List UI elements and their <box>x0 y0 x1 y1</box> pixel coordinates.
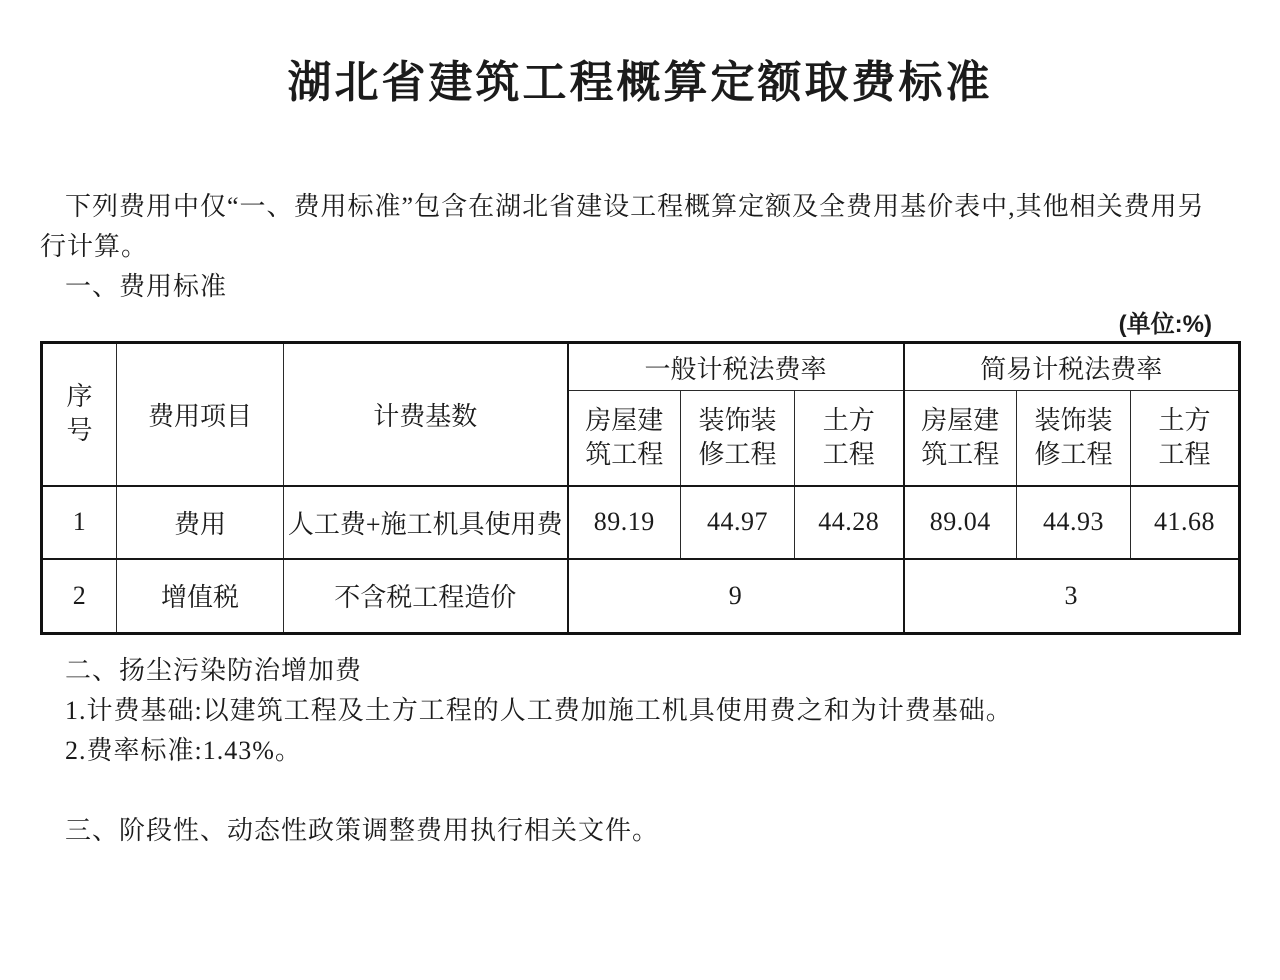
sub-header-simple-decoration <box>1017 391 1131 486</box>
cell-base: 不含税工程造价 <box>284 559 568 634</box>
intro-line-2: 行计算。 <box>40 232 149 261</box>
sub-header-line: 房屋建 <box>585 405 664 435</box>
sub-header-line: 修工程 <box>1034 439 1113 469</box>
seq-header-text <box>43 380 116 448</box>
cell-item: 增值税 <box>117 559 284 634</box>
sub-header-line: 修工程 <box>698 439 777 469</box>
value-cell-simple-merged: 3 <box>904 559 1240 634</box>
value-cell: 44.97 <box>681 486 795 559</box>
value-cell: 44.93 <box>1017 486 1131 559</box>
sub-header-simple-building <box>904 391 1017 486</box>
value-cell: 89.04 <box>904 486 1017 559</box>
cell-seq: 1 <box>42 486 117 559</box>
table-unit-label: (单位:%) <box>1118 311 1212 338</box>
value-cell-general-merged: 9 <box>568 559 904 634</box>
sub-header-line: 筑工程 <box>921 439 1000 469</box>
table-row-vat <box>42 559 1240 634</box>
value-cell: 44.28 <box>795 486 904 559</box>
sub-header-text <box>681 404 794 472</box>
section-2-item-2: 2.费率标准:1.43%。 <box>65 736 302 765</box>
sub-header-general-earthwork <box>795 391 904 486</box>
seq-header-line1: 序 <box>66 382 93 412</box>
cell-item: 费用 <box>117 486 284 559</box>
value-cell: 89.19 <box>568 486 681 559</box>
section-1-heading: 一、费用标准 <box>65 272 228 301</box>
sub-header-line: 装饰装 <box>1034 405 1113 435</box>
seq-header-line2: 号 <box>66 416 93 446</box>
cell-base: 人工费+施工机具使用费 <box>284 486 568 559</box>
sub-header-line: 土方 <box>1158 405 1211 435</box>
section-2-heading: 二、扬尘污染防治增加费 <box>65 656 363 685</box>
sub-header-text <box>1017 404 1130 472</box>
fee-standards-table <box>40 341 1241 635</box>
sub-header-line: 装饰装 <box>698 405 777 435</box>
sub-header-line: 筑工程 <box>585 439 664 469</box>
section-3-heading: 三、阶段性、动态性政策调整费用执行相关文件。 <box>65 816 660 845</box>
sub-header-text <box>795 404 903 472</box>
sub-header-text <box>1131 404 1238 472</box>
header-cell-item: 费用项目 <box>117 343 284 486</box>
sub-header-general-decoration <box>681 391 795 486</box>
sub-header-line: 土方 <box>822 405 875 435</box>
table-group-header-row <box>42 343 1240 391</box>
document-page <box>0 56 1280 851</box>
header-cell-base: 计费基数 <box>284 343 568 486</box>
sub-header-general-building <box>568 391 681 486</box>
intro-line-1: 下列费用中仅“一、费用标准”包含在湖北省建设工程概算定额及全费用基价表中,其他相关费用另 <box>65 192 1205 221</box>
group-header-general: 一般计税法费率 <box>568 343 904 391</box>
sub-header-line: 工程 <box>1158 439 1211 469</box>
sub-header-line: 房屋建 <box>921 405 1000 435</box>
value-cell: 41.68 <box>1131 486 1240 559</box>
section-2-item-1: 1.计费基础:以建筑工程及土方工程的人工费加施工机具使用费之和为计费基础。 <box>65 696 1013 725</box>
header-cell-seq <box>42 343 117 486</box>
cell-seq: 2 <box>42 559 117 634</box>
sub-header-line: 工程 <box>822 439 875 469</box>
table-row-fee <box>42 486 1240 559</box>
sub-header-text <box>569 404 681 472</box>
page-title: 湖北省建筑工程概算定额取费标准 <box>287 58 993 107</box>
sub-header-simple-earthwork <box>1131 391 1240 486</box>
sub-header-text <box>905 404 1017 472</box>
group-header-simple: 简易计税法费率 <box>904 343 1240 391</box>
